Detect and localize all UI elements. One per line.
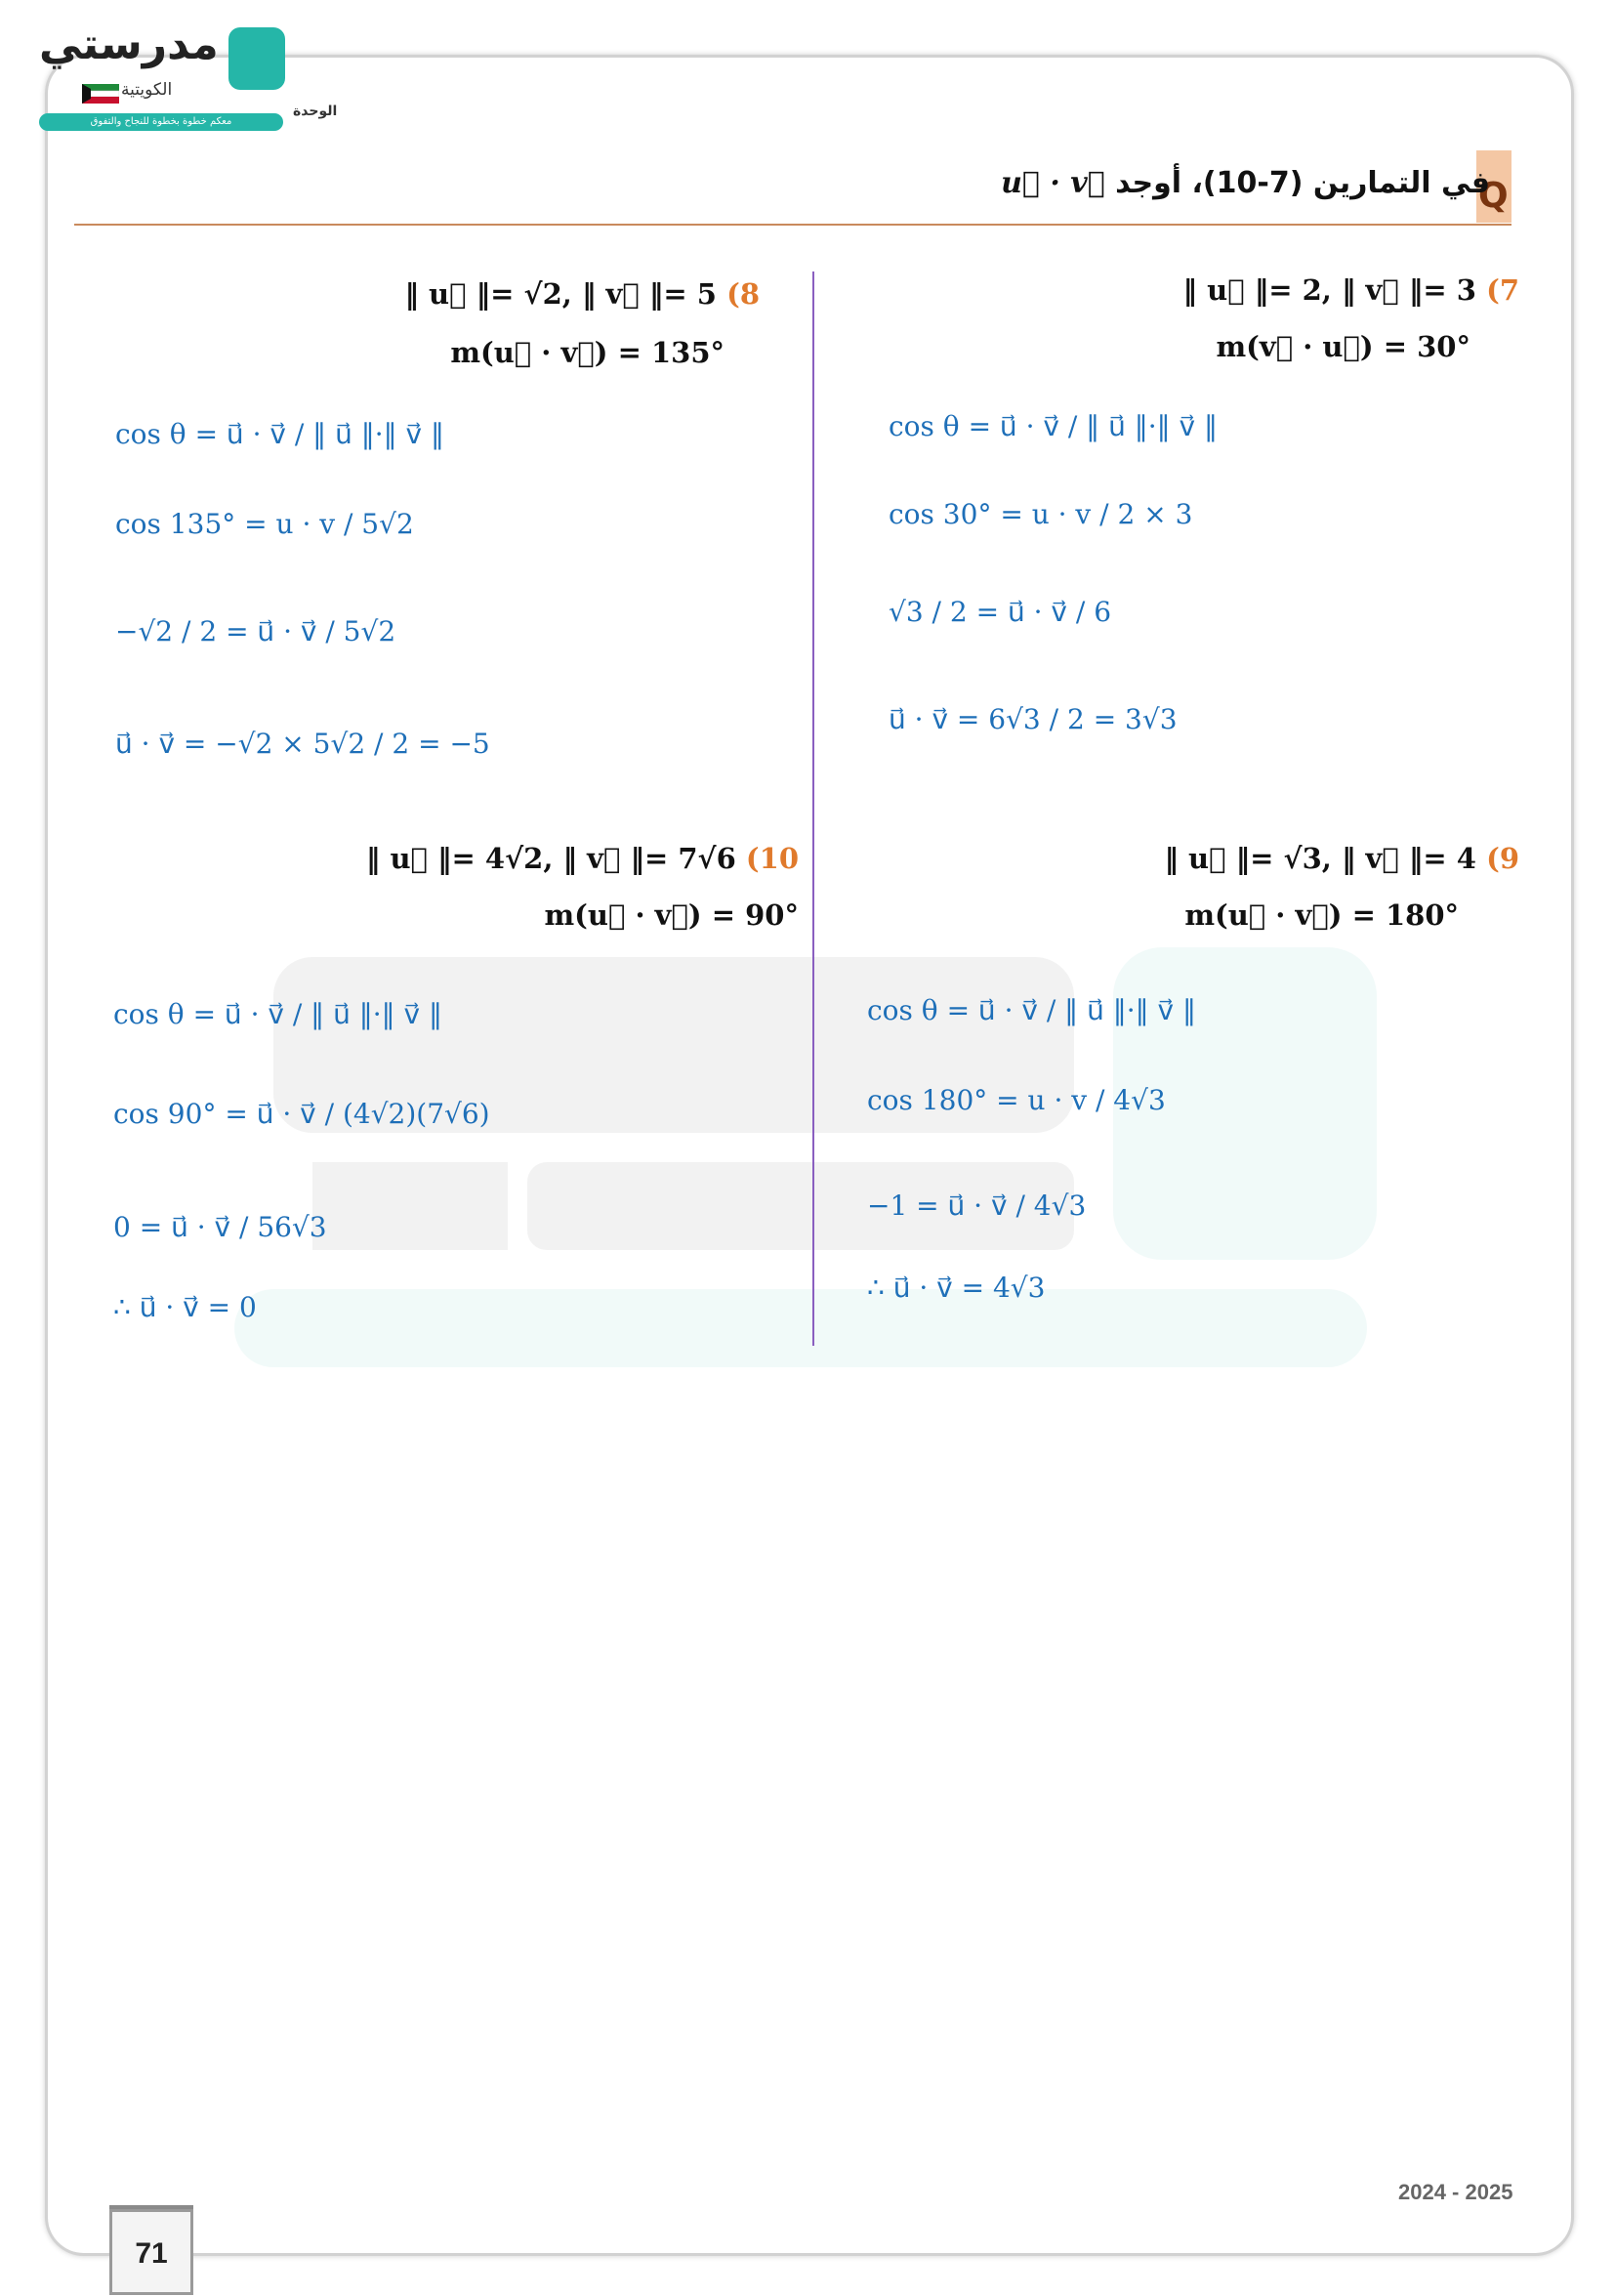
exercise-7-given: ‖ u⃗ ‖= 2, ‖ v⃗ ‖= 3 (7	[1182, 273, 1519, 307]
page-frame	[45, 55, 1574, 2256]
brand-name: مدرستي	[39, 20, 219, 69]
exercise-7-step-2: cos 30° = u · v / 2 × 3	[889, 498, 1193, 530]
question-title-vector: u⃗ · v⃗	[1001, 166, 1105, 200]
exercise-7-step-1: cos θ = u⃗ · v⃗ / ‖ u⃗ ‖·‖ v⃗ ‖	[889, 410, 1218, 442]
exercise-10-angle: m(u⃗ · v⃗) = 90°	[544, 898, 799, 932]
unit-label: الوحدة	[293, 104, 338, 119]
exercise-9-step-2: cos 180° = u · v / 4√3	[867, 1084, 1166, 1116]
question-title	[1001, 166, 1490, 200]
exercise-8-step-1: cos θ = u⃗ · v⃗ / ‖ u⃗ ‖·‖ v⃗ ‖	[115, 418, 444, 450]
question-marker: Q	[1478, 176, 1509, 216]
exercise-8-step-2: cos 135° = u · v / 5√2	[115, 508, 414, 540]
exercise-10-step-4: ∴ u⃗ · v⃗ = 0	[113, 1291, 257, 1323]
exercise-8-step-3: −√2 / 2 = u⃗ · v⃗ / 5√2	[115, 615, 396, 647]
exercise-9-step-4: ∴ u⃗ · v⃗ = 4√3	[867, 1272, 1046, 1304]
page-number: 71	[109, 2209, 193, 2295]
exercise-7-step-4: u⃗ · v⃗ = 6√3 / 2 = 3√3	[889, 703, 1178, 735]
column-divider	[812, 271, 814, 1346]
exercise-10-step-2: cos 90° = u⃗ · v⃗ / (4√2)(7√6)	[113, 1098, 490, 1130]
exercise-7-angle: m(v⃗ · u⃗) = 30°	[1216, 330, 1470, 363]
exercise-10-step-3: 0 = u⃗ · v⃗ / 56√3	[113, 1211, 327, 1243]
exercise-8-step-4: u⃗ · v⃗ = −√2 × 5√2 / 2 = −5	[115, 728, 490, 760]
exercise-9-step-3: −1 = u⃗ · v⃗ / 4√3	[867, 1190, 1087, 1222]
exercise-10-given: ‖ u⃗ ‖= 4√2, ‖ v⃗ ‖= 7√6 (10	[365, 842, 799, 875]
exercise-10-step-1: cos θ = u⃗ · v⃗ / ‖ u⃗ ‖·‖ v⃗ ‖	[113, 998, 442, 1030]
logo-badge-icon	[228, 27, 285, 90]
brand-logo	[35, 20, 291, 127]
kuwait-flag-icon	[82, 84, 119, 104]
exercise-8-given: ‖ u⃗ ‖= √2, ‖ v⃗ ‖= 5 (8	[404, 277, 760, 311]
exercise-9-step-1: cos θ = u⃗ · v⃗ / ‖ u⃗ ‖·‖ v⃗ ‖	[867, 994, 1196, 1026]
exercise-9-given: ‖ u⃗ ‖= √3, ‖ v⃗ ‖= 4 (9	[1164, 842, 1519, 875]
brand-slogan: معكم خطوة بخطوة للنجاح والتفوق	[39, 113, 283, 131]
exercise-7-step-3: √3 / 2 = u⃗ · v⃗ / 6	[889, 596, 1112, 628]
exercise-9-angle: m(u⃗ · v⃗) = 180°	[1184, 898, 1459, 932]
question-title-text: في التمارين (7-10)، أوجد	[1115, 166, 1490, 200]
title-underline	[74, 224, 1511, 226]
exercise-8-angle: m(u⃗ · v⃗) = 135°	[450, 336, 725, 369]
school-year: 2024 - 2025	[1398, 2180, 1513, 2204]
brand-subtitle: الكويتية	[121, 80, 173, 100]
